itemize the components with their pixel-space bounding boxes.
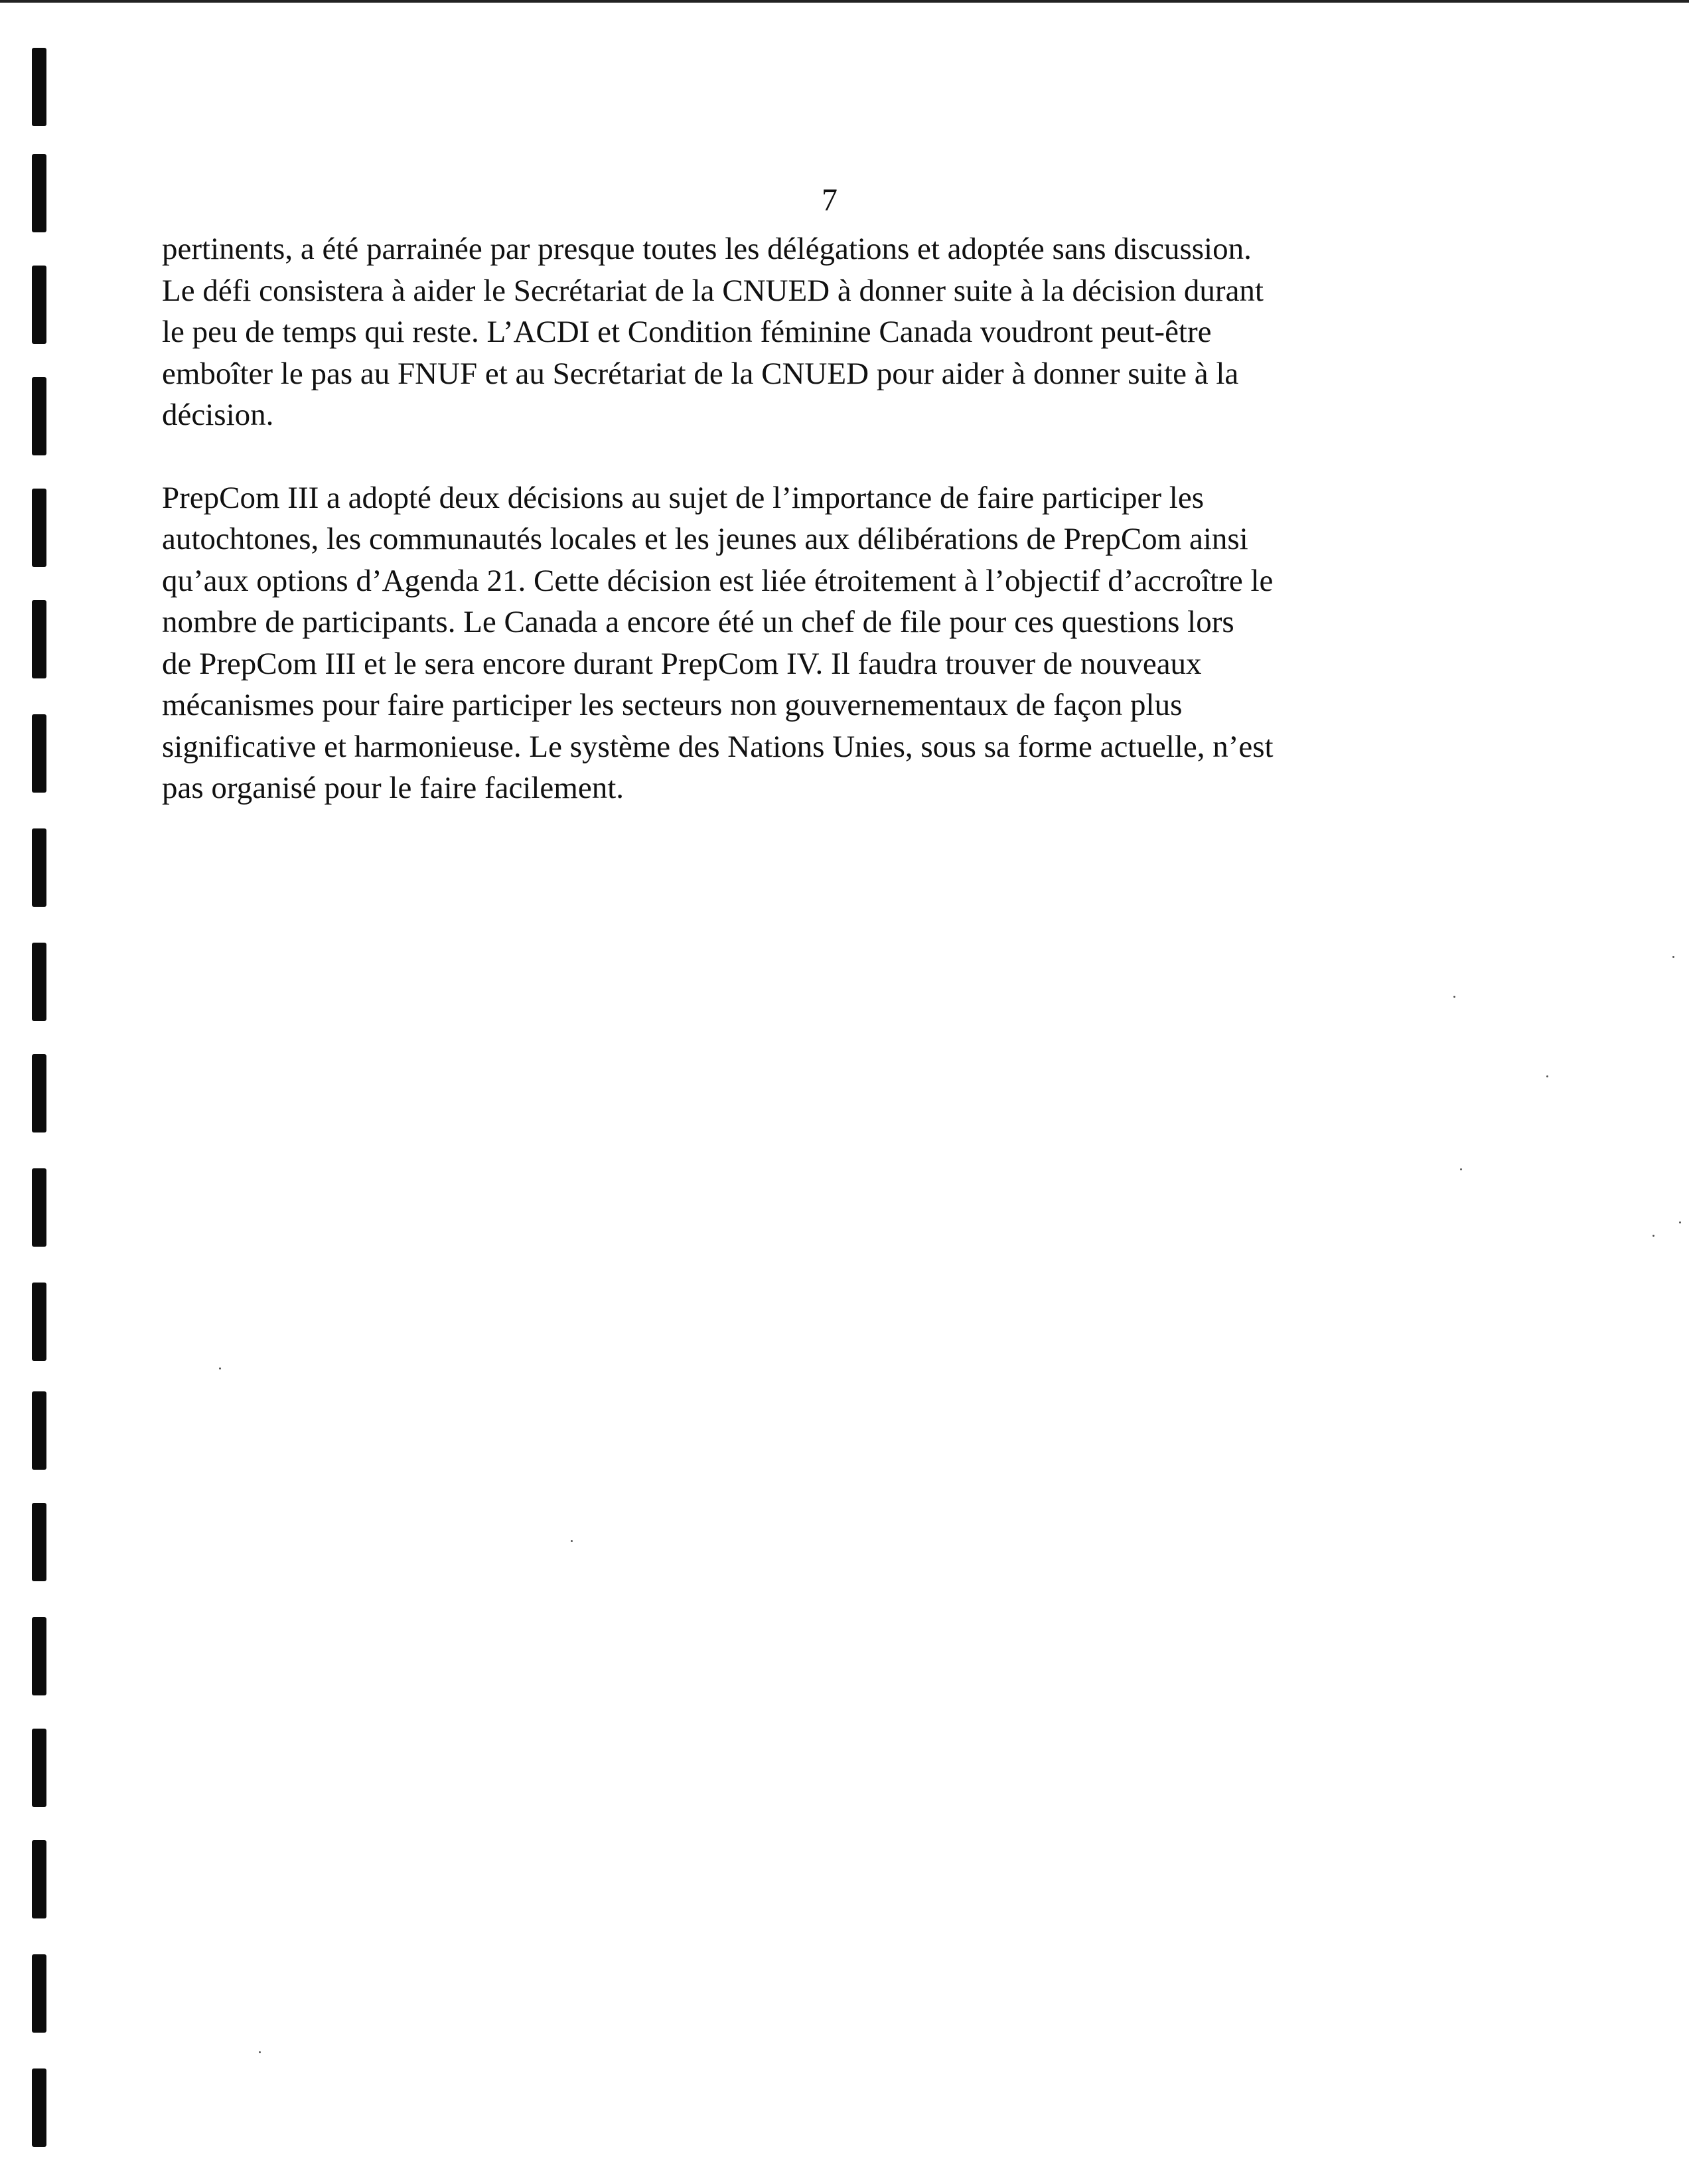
binder-mark [32, 1168, 46, 1247]
binder-mark [32, 154, 46, 232]
binder-mark [32, 1954, 46, 2033]
binder-mark [32, 1391, 46, 1470]
page-number: 7 [822, 183, 838, 218]
binder-mark [32, 828, 46, 907]
binder-mark [32, 377, 46, 455]
scan-speck [1679, 1221, 1681, 1223]
binder-mark [32, 489, 46, 567]
binder-mark [32, 943, 46, 1021]
paragraph: pertinents, a été parrainée par presque toutes les délégations et adoptée sans discussion. Le défi consistera à aider le Secrétariat de la CNUED à donner suite à la décision durant le peu de temps qui reste. L’ACDI et Condition féminine Canada voudront peut-être emboîter le pas au FNUF et au Secrétariat de la CNUED pour aider à donner suite à la décision. [162, 232, 1264, 432]
binder-mark [32, 1729, 46, 1807]
scan-speck [1460, 1168, 1462, 1170]
top-edge-rule [0, 0, 1689, 3]
scan-speck [1453, 996, 1455, 998]
binder-hole-strip [0, 0, 80, 2184]
binder-mark [32, 1840, 46, 1918]
binder-mark [32, 48, 46, 126]
scan-speck [219, 1367, 221, 1369]
binder-mark [32, 1503, 46, 1581]
binder-mark [32, 266, 46, 344]
scan-speck [571, 1540, 573, 1542]
scan-speck [1672, 956, 1674, 958]
binder-mark [32, 1283, 46, 1361]
binder-mark [32, 2068, 46, 2147]
scan-speck [1652, 1235, 1654, 1237]
body-text [162, 228, 1516, 850]
scan-speck [1546, 1075, 1548, 1077]
binder-mark [32, 600, 46, 678]
scan-speck [259, 2051, 261, 2053]
paragraph: PrepCom III a adopté deux décisions au sujet de l’importance de faire participer les autochtones, les communautés locales et les jeunes aux délibérations de PrepCom ainsi qu’aux options d’Agenda 21. Cette décision est liée étroitement à l’objectif d’accroître le nombre de participants. Le Canada a encore été un chef de file pour ces questions lors de PrepCom III et le sera encore durant PrepCom IV. Il faudra trouver de nouveaux mécanismes pour faire participer les secteurs non gouvernementaux de façon plus significative et harmonieuse. Le système des Nations Unies, sous sa forme actuelle, n’est pas organisé pour le faire facilement. [162, 480, 1274, 805]
binder-mark [32, 1054, 46, 1132]
binder-mark [32, 714, 46, 793]
binder-mark [32, 1617, 46, 1695]
